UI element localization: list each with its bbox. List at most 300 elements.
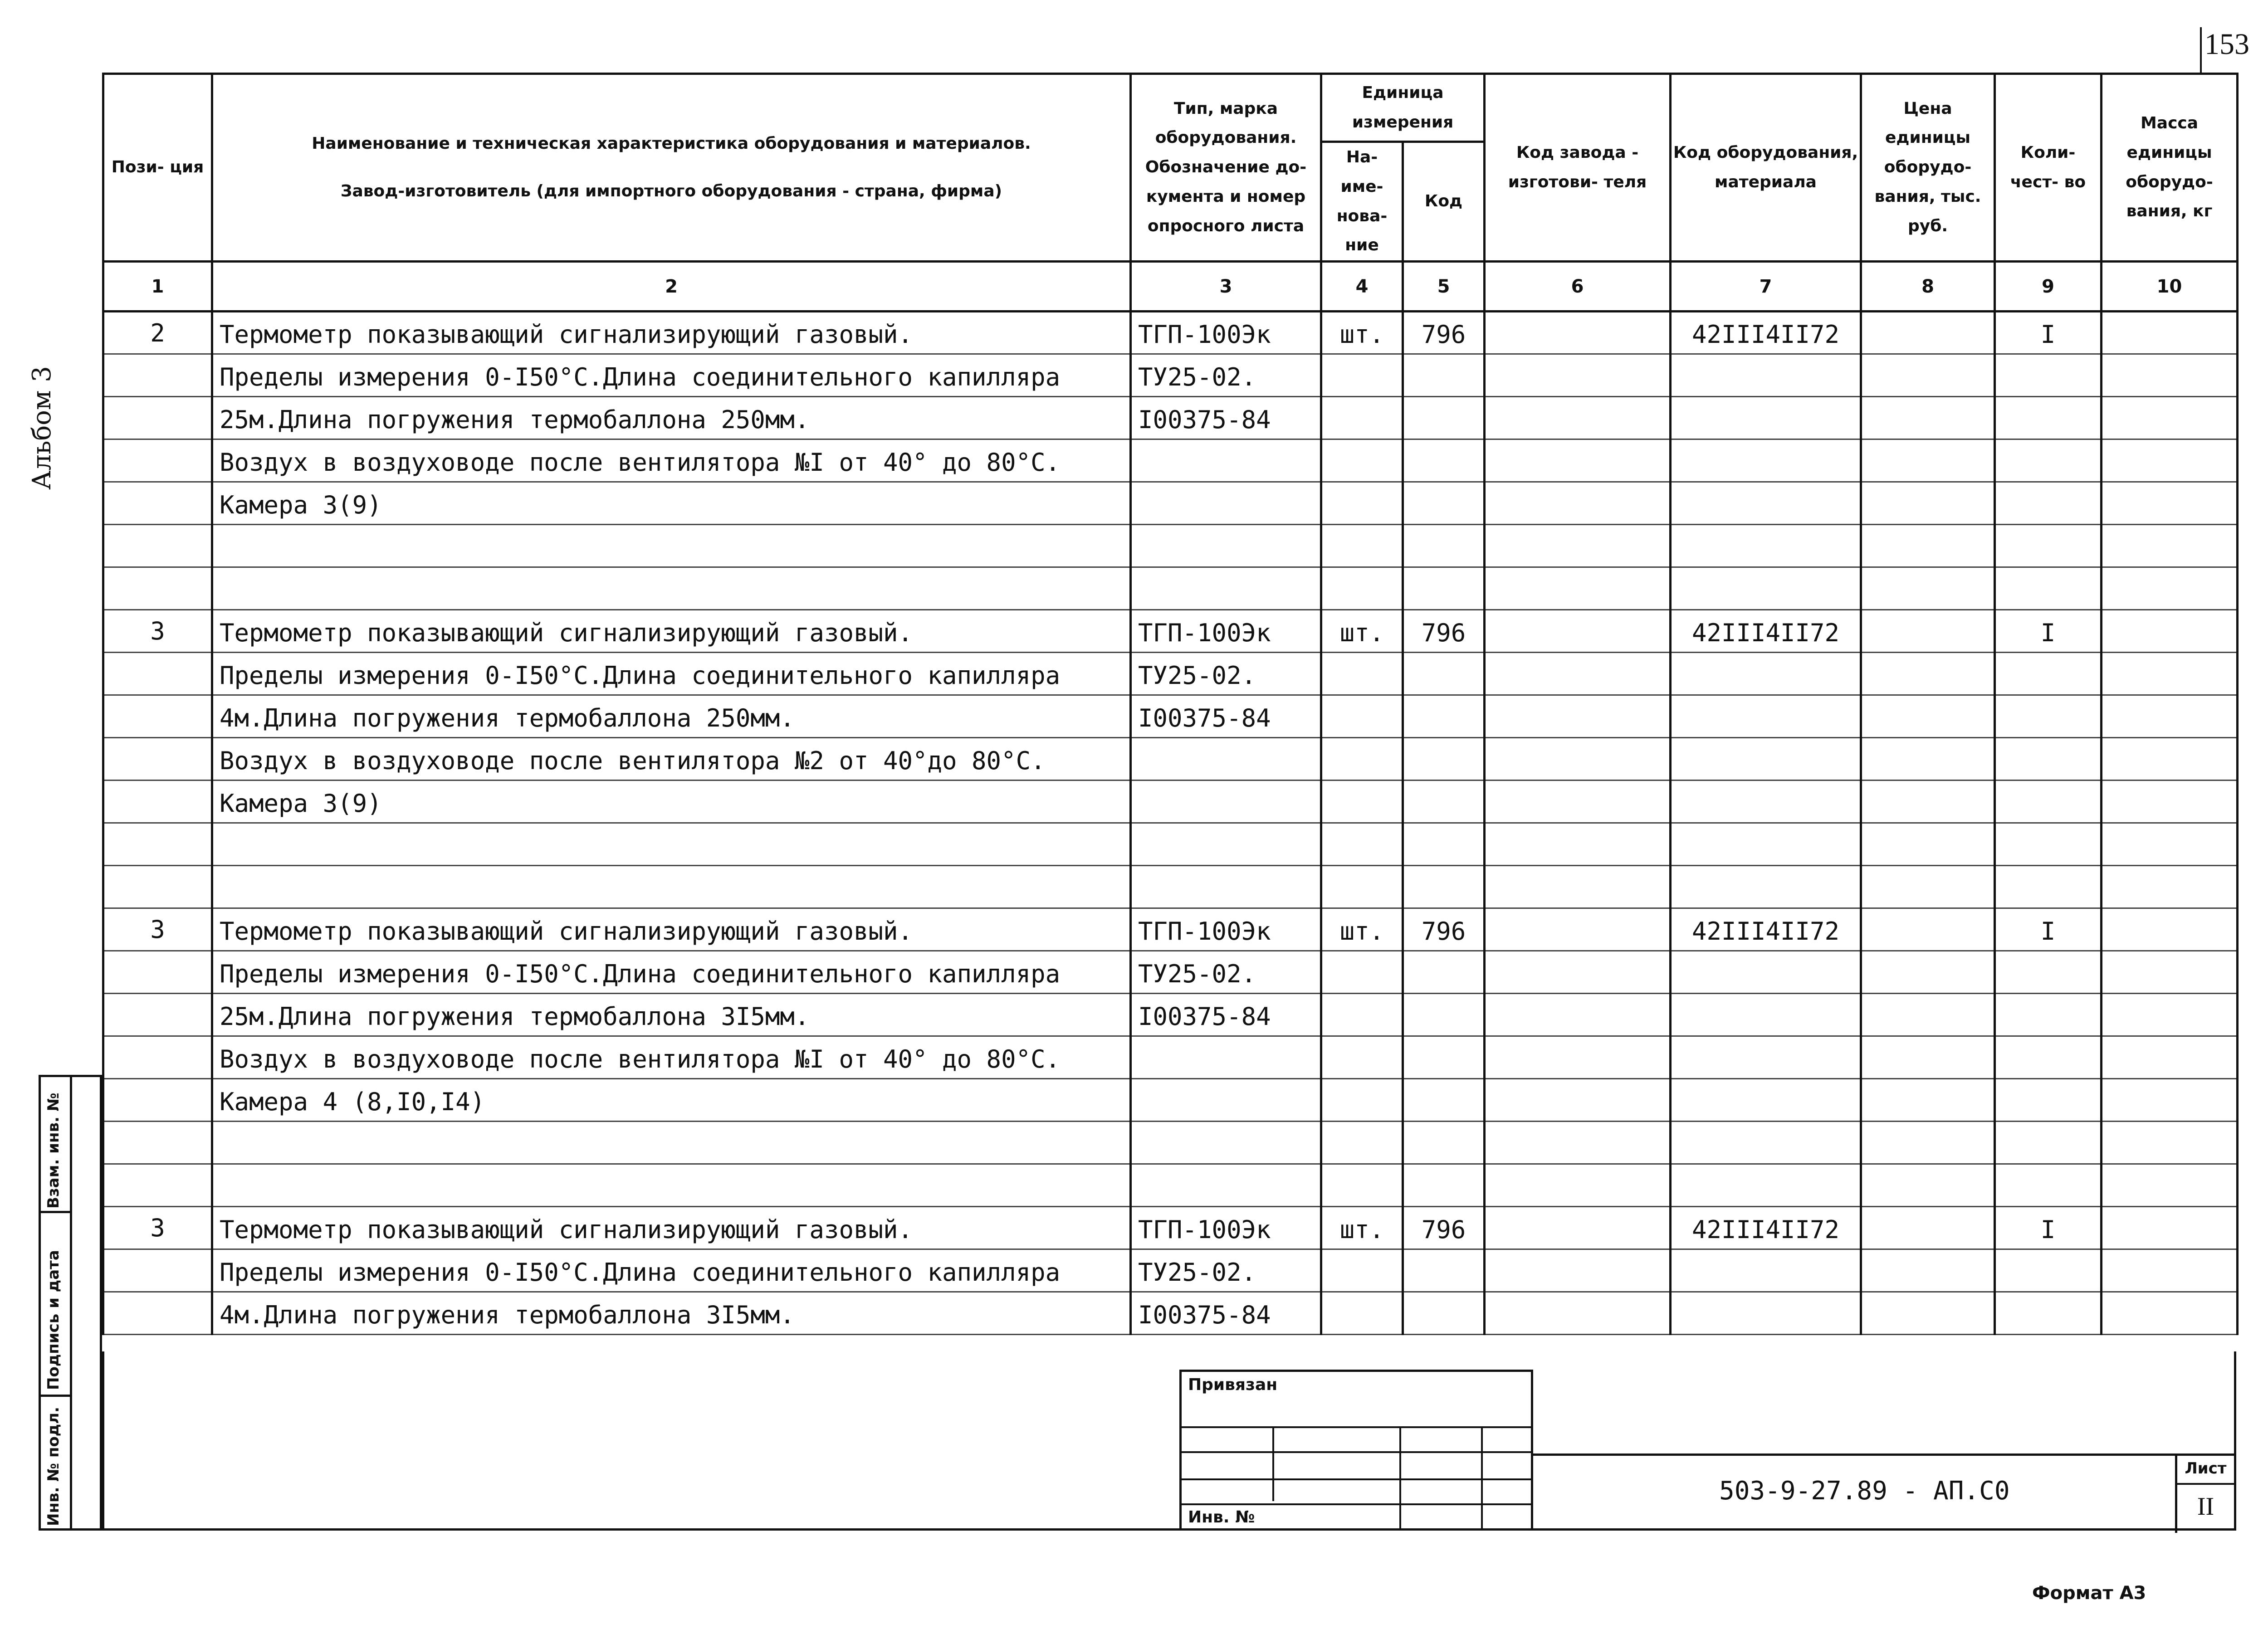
row-quantity: I xyxy=(1995,1207,2102,1249)
format-label: Формат А3 xyxy=(2032,1583,2146,1604)
row-type xyxy=(1131,439,1321,482)
row-position xyxy=(103,823,212,866)
row-quantity xyxy=(1995,1122,2102,1164)
table-row xyxy=(103,610,2238,653)
row-quantity: I xyxy=(1995,610,2102,653)
row-price xyxy=(1861,866,1995,908)
bound-block-line xyxy=(1182,1426,1531,1428)
table-row xyxy=(103,951,2238,994)
row-type: ТГП-100Эк xyxy=(1131,312,1321,354)
row-mass xyxy=(2102,1122,2238,1164)
row-price xyxy=(1861,1249,1995,1292)
row-unit xyxy=(1321,1079,1403,1122)
row-position: 3 xyxy=(103,908,212,951)
page-number-mark xyxy=(2200,27,2202,73)
header-name-line2: Завод-изготовитель (для импортного оборудования - страна, фирма) xyxy=(340,181,1002,200)
row-position xyxy=(103,1249,212,1292)
row-name xyxy=(212,525,1131,567)
row-factory-code xyxy=(1485,951,1671,994)
row-unit-code: 796 xyxy=(1403,312,1485,354)
table-row xyxy=(103,1036,2238,1079)
row-type: ТГП-100Эк xyxy=(1131,610,1321,653)
row-mass xyxy=(2102,1079,2238,1122)
row-equipment-code xyxy=(1671,397,1861,439)
row-unit-code xyxy=(1403,1292,1485,1335)
row-price xyxy=(1861,908,1995,951)
bound-block-divider xyxy=(1399,1426,1401,1528)
row-mass xyxy=(2102,610,2238,653)
row-position xyxy=(103,439,212,482)
row-type: ТГП-100Эк xyxy=(1131,908,1321,951)
row-type: I00375-84 xyxy=(1131,1292,1321,1335)
row-equipment-code xyxy=(1671,1036,1861,1079)
row-name: Воздух в воздуховоде после вентилятора №2 от 40°до 80°С. xyxy=(212,738,1131,780)
row-mass xyxy=(2102,908,2238,951)
header-name-line1: Наименование и техническая характеристика оборудования и материалов. xyxy=(312,134,1031,153)
header-unit-code: Код xyxy=(1403,142,1485,262)
row-type: I00375-84 xyxy=(1131,994,1321,1036)
row-type xyxy=(1131,738,1321,780)
row-equipment-code xyxy=(1671,567,1861,610)
row-name: Пределы измерения 0-I50°С.Длина соединительного капилляра xyxy=(212,951,1131,994)
row-mass xyxy=(2102,780,2238,823)
table-row xyxy=(103,823,2238,866)
row-unit-code xyxy=(1403,482,1485,525)
row-type: ТУ25-02. xyxy=(1131,354,1321,397)
row-mass xyxy=(2102,695,2238,738)
row-name: Термометр показывающий сигнализирующий газовый. xyxy=(212,312,1131,354)
col-number-6: 6 xyxy=(1485,262,1671,312)
row-type: ТУ25-02. xyxy=(1131,951,1321,994)
row-mass xyxy=(2102,1207,2238,1249)
row-name: Пределы измерения 0-I50°С.Длина соединительного капилляра xyxy=(212,653,1131,695)
row-name xyxy=(212,567,1131,610)
table-row xyxy=(103,653,2238,695)
row-quantity: I xyxy=(1995,312,2102,354)
row-unit xyxy=(1321,951,1403,994)
col-number-7: 7 xyxy=(1671,262,1861,312)
row-position xyxy=(103,1122,212,1164)
table-row xyxy=(103,354,2238,397)
table-row xyxy=(103,397,2238,439)
row-factory-code xyxy=(1485,482,1671,525)
row-factory-code xyxy=(1485,525,1671,567)
row-position xyxy=(103,1036,212,1079)
row-unit xyxy=(1321,1122,1403,1164)
row-type: ТУ25-02. xyxy=(1131,1249,1321,1292)
header-quantity: Коли- чест- во xyxy=(1995,74,2102,262)
row-price xyxy=(1861,1079,1995,1122)
row-equipment-code xyxy=(1671,1249,1861,1292)
row-position xyxy=(103,482,212,525)
row-name: Термометр показывающий сигнализирующий газовый. xyxy=(212,610,1131,653)
row-position xyxy=(103,780,212,823)
row-position xyxy=(103,1292,212,1335)
bound-block-divider xyxy=(1272,1426,1274,1501)
document-strip xyxy=(1533,1454,2236,1531)
row-equipment-code xyxy=(1671,823,1861,866)
col-number-5: 5 xyxy=(1403,262,1485,312)
row-factory-code xyxy=(1485,439,1671,482)
row-price xyxy=(1861,951,1995,994)
row-name: Камера 4 (8,I0,I4) xyxy=(212,1079,1131,1122)
row-price xyxy=(1861,1292,1995,1335)
row-factory-code xyxy=(1485,354,1671,397)
sheet-box xyxy=(2175,1456,2234,1533)
row-price xyxy=(1861,1036,1995,1079)
row-equipment-code xyxy=(1671,951,1861,994)
row-unit-code xyxy=(1403,439,1485,482)
row-unit xyxy=(1321,397,1403,439)
row-price xyxy=(1861,780,1995,823)
table-row xyxy=(103,1292,2238,1335)
row-unit-code xyxy=(1403,780,1485,823)
row-mass xyxy=(2102,1249,2238,1292)
page-number: 153 xyxy=(2204,28,2249,61)
row-unit xyxy=(1321,354,1403,397)
row-factory-code xyxy=(1485,695,1671,738)
row-name: 25м.Длина погружения термобаллона 250мм. xyxy=(212,397,1131,439)
row-quantity xyxy=(1995,397,2102,439)
row-mass xyxy=(2102,1164,2238,1207)
row-quantity xyxy=(1995,482,2102,525)
row-name: Пределы измерения 0-I50°С.Длина соединительного капилляра xyxy=(212,1249,1131,1292)
row-unit xyxy=(1321,738,1403,780)
row-unit-code xyxy=(1403,1122,1485,1164)
specification-table xyxy=(102,73,2239,1335)
row-position: 2 xyxy=(103,312,212,354)
row-price xyxy=(1861,1122,1995,1164)
row-factory-code xyxy=(1485,1207,1671,1249)
row-price xyxy=(1861,994,1995,1036)
row-unit xyxy=(1321,567,1403,610)
row-factory-code xyxy=(1485,397,1671,439)
row-factory-code xyxy=(1485,1122,1671,1164)
row-mass xyxy=(2102,653,2238,695)
row-mass xyxy=(2102,525,2238,567)
row-type: ТГП-100Эк xyxy=(1131,1207,1321,1249)
row-type xyxy=(1131,525,1321,567)
row-unit xyxy=(1321,780,1403,823)
row-quantity xyxy=(1995,951,2102,994)
row-equipment-code xyxy=(1671,482,1861,525)
row-type xyxy=(1131,823,1321,866)
row-quantity xyxy=(1995,567,2102,610)
header-type: Тип, марка оборудования. Обозначение до- кумента и номер опросного листа xyxy=(1131,74,1321,262)
row-quantity xyxy=(1995,439,2102,482)
row-equipment-code xyxy=(1671,1079,1861,1122)
row-equipment-code xyxy=(1671,695,1861,738)
row-unit xyxy=(1321,994,1403,1036)
row-factory-code xyxy=(1485,312,1671,354)
row-equipment-code xyxy=(1671,653,1861,695)
row-type xyxy=(1131,1036,1321,1079)
row-unit xyxy=(1321,653,1403,695)
table-row xyxy=(103,738,2238,780)
header-equipment-code: Код оборудования, материала xyxy=(1671,74,1861,262)
row-unit-code xyxy=(1403,567,1485,610)
row-type: ТУ25-02. xyxy=(1131,653,1321,695)
row-name: 25м.Длина погружения термобаллона 3I5мм. xyxy=(212,994,1131,1036)
row-factory-code xyxy=(1485,738,1671,780)
row-unit-code xyxy=(1403,823,1485,866)
row-mass xyxy=(2102,312,2238,354)
col-number-2: 2 xyxy=(212,262,1131,312)
row-name: Воздух в воздуховоде после вентилятора №I от 40° до 80°С. xyxy=(212,439,1131,482)
header-price: Цена единицы оборудо- вания, тыс. руб. xyxy=(1861,74,1995,262)
row-quantity xyxy=(1995,780,2102,823)
row-quantity xyxy=(1995,738,2102,780)
table-row xyxy=(103,1122,2238,1164)
row-unit xyxy=(1321,1249,1403,1292)
bound-block xyxy=(1179,1370,1533,1531)
row-factory-code xyxy=(1485,823,1671,866)
row-equipment-code: 42III4II72 xyxy=(1671,1207,1861,1249)
row-factory-code xyxy=(1485,994,1671,1036)
replace-inv-label: Взам. инв. № xyxy=(44,1093,63,1209)
row-unit-code: 796 xyxy=(1403,1207,1485,1249)
header-mass: Масса единицы оборудо- вания, кг xyxy=(2102,74,2238,262)
header-unit: Единица измерения xyxy=(1321,74,1485,142)
row-mass xyxy=(2102,482,2238,525)
row-equipment-code: 42III4II72 xyxy=(1671,312,1861,354)
row-unit xyxy=(1321,439,1403,482)
row-quantity xyxy=(1995,1164,2102,1207)
table-row xyxy=(103,1207,2238,1249)
row-unit-code xyxy=(1403,1036,1485,1079)
row-unit-code: 796 xyxy=(1403,610,1485,653)
row-factory-code xyxy=(1485,866,1671,908)
row-factory-code xyxy=(1485,1079,1671,1122)
bound-block-divider xyxy=(1481,1426,1483,1528)
row-unit-code xyxy=(1403,1079,1485,1122)
row-name: Камера 3(9) xyxy=(212,780,1131,823)
row-unit-code xyxy=(1403,525,1485,567)
header-position: Пози- ция xyxy=(103,74,212,262)
table-row xyxy=(103,567,2238,610)
row-factory-code xyxy=(1485,1249,1671,1292)
row-type xyxy=(1131,866,1321,908)
row-unit-code xyxy=(1403,738,1485,780)
row-type xyxy=(1131,567,1321,610)
row-position xyxy=(103,653,212,695)
signature-date-label: Подпись и дата xyxy=(44,1250,63,1390)
row-unit: шт. xyxy=(1321,908,1403,951)
row-factory-code xyxy=(1485,908,1671,951)
row-unit-code: 796 xyxy=(1403,908,1485,951)
row-equipment-code xyxy=(1671,780,1861,823)
row-name: 4м.Длина погружения термобаллона 250мм. xyxy=(212,695,1131,738)
row-position xyxy=(103,994,212,1036)
row-unit: шт. xyxy=(1321,1207,1403,1249)
table-row xyxy=(103,994,2238,1036)
row-equipment-code xyxy=(1671,1292,1861,1335)
row-mass xyxy=(2102,738,2238,780)
row-unit xyxy=(1321,695,1403,738)
row-type xyxy=(1131,1079,1321,1122)
row-price xyxy=(1861,738,1995,780)
table-row xyxy=(103,908,2238,951)
bound-label: Привязан xyxy=(1188,1375,1278,1394)
row-price xyxy=(1861,1207,1995,1249)
row-name xyxy=(212,1164,1131,1207)
row-mass xyxy=(2102,567,2238,610)
row-equipment-code xyxy=(1671,738,1861,780)
row-unit xyxy=(1321,1036,1403,1079)
row-unit xyxy=(1321,866,1403,908)
row-unit-code xyxy=(1403,1164,1485,1207)
row-position: 3 xyxy=(103,610,212,653)
row-unit-code xyxy=(1403,994,1485,1036)
row-position xyxy=(103,525,212,567)
row-quantity xyxy=(1995,1036,2102,1079)
row-unit-code xyxy=(1403,951,1485,994)
header-unit-name: На- име- нова- ние xyxy=(1321,142,1403,262)
row-position xyxy=(103,567,212,610)
row-name: Камера 3(9) xyxy=(212,482,1131,525)
table-row xyxy=(103,1079,2238,1122)
row-quantity xyxy=(1995,1079,2102,1122)
table-row xyxy=(103,312,2238,354)
row-equipment-code xyxy=(1671,1122,1861,1164)
row-price xyxy=(1861,695,1995,738)
row-name: 4м.Длина погружения термобаллона 3I5мм. xyxy=(212,1292,1131,1335)
row-equipment-code xyxy=(1671,994,1861,1036)
col-number-4: 4 xyxy=(1321,262,1403,312)
row-price xyxy=(1861,567,1995,610)
row-name: Пределы измерения 0-I50°С.Длина соединительного капилляра xyxy=(212,354,1131,397)
row-mass xyxy=(2102,1036,2238,1079)
row-name: Воздух в воздуховоде после вентилятора №I от 40° до 80°С. xyxy=(212,1036,1131,1079)
row-factory-code xyxy=(1485,1164,1671,1207)
row-position xyxy=(103,738,212,780)
row-type: I00375-84 xyxy=(1131,695,1321,738)
row-unit: шт. xyxy=(1321,610,1403,653)
row-equipment-code xyxy=(1671,1164,1861,1207)
row-equipment-code xyxy=(1671,439,1861,482)
row-price xyxy=(1861,482,1995,525)
bound-block-line xyxy=(1182,1478,1531,1480)
row-unit xyxy=(1321,1292,1403,1335)
row-equipment-code xyxy=(1671,354,1861,397)
row-unit xyxy=(1321,1164,1403,1207)
row-equipment-code: 42III4II72 xyxy=(1671,908,1861,951)
row-price xyxy=(1861,653,1995,695)
sheet-separator xyxy=(2177,1483,2234,1485)
row-equipment-code xyxy=(1671,525,1861,567)
row-position xyxy=(103,354,212,397)
table-row xyxy=(103,695,2238,738)
row-quantity xyxy=(1995,525,2102,567)
row-type xyxy=(1131,482,1321,525)
row-name: Термометр показывающий сигнализирующий газовый. xyxy=(212,1207,1131,1249)
row-position xyxy=(103,397,212,439)
row-equipment-code xyxy=(1671,866,1861,908)
row-price xyxy=(1861,1164,1995,1207)
row-mass xyxy=(2102,1292,2238,1335)
col-number-3: 3 xyxy=(1131,262,1321,312)
row-price xyxy=(1861,525,1995,567)
row-name: Термометр показывающий сигнализирующий газовый. xyxy=(212,908,1131,951)
sheet-label: Лист xyxy=(2185,1459,2227,1478)
row-unit-code xyxy=(1403,866,1485,908)
row-mass xyxy=(2102,951,2238,994)
row-equipment-code: 42III4II72 xyxy=(1671,610,1861,653)
row-unit-code xyxy=(1403,695,1485,738)
document-code: 503-9-27.89 - АП.С0 xyxy=(1719,1476,2010,1506)
row-type xyxy=(1131,780,1321,823)
row-quantity xyxy=(1995,823,2102,866)
row-unit-code xyxy=(1403,653,1485,695)
row-unit-code xyxy=(1403,397,1485,439)
row-quantity xyxy=(1995,994,2102,1036)
row-price xyxy=(1861,354,1995,397)
row-factory-code xyxy=(1485,780,1671,823)
table-row xyxy=(103,1164,2238,1207)
row-quantity xyxy=(1995,1249,2102,1292)
row-factory-code xyxy=(1485,1036,1671,1079)
table-row xyxy=(103,482,2238,525)
table-row xyxy=(103,780,2238,823)
row-mass xyxy=(2102,439,2238,482)
inv-no-label: Инв. № xyxy=(1188,1508,1255,1527)
row-factory-code xyxy=(1485,653,1671,695)
row-unit-code xyxy=(1403,354,1485,397)
row-factory-code xyxy=(1485,567,1671,610)
table-row xyxy=(103,439,2238,482)
row-position xyxy=(103,695,212,738)
bound-block-line xyxy=(1182,1503,1531,1505)
row-unit xyxy=(1321,525,1403,567)
row-price xyxy=(1861,439,1995,482)
row-unit xyxy=(1321,482,1403,525)
row-mass xyxy=(2102,994,2238,1036)
row-price xyxy=(1861,397,1995,439)
row-unit xyxy=(1321,823,1403,866)
bound-block-line xyxy=(1182,1451,1531,1453)
row-price xyxy=(1861,610,1995,653)
col-number-8: 8 xyxy=(1861,262,1995,312)
row-name xyxy=(212,866,1131,908)
table-body xyxy=(103,312,2238,1335)
row-mass xyxy=(2102,354,2238,397)
table-row xyxy=(103,866,2238,908)
album-label: Альбом 3 xyxy=(27,366,57,490)
side-stamp xyxy=(39,1075,102,1531)
row-quantity xyxy=(1995,653,2102,695)
table-row xyxy=(103,1249,2238,1292)
sheet-number: II xyxy=(2197,1493,2214,1521)
row-mass xyxy=(2102,823,2238,866)
side-stamp-divider xyxy=(70,1077,72,1528)
row-unit-code xyxy=(1403,1249,1485,1292)
col-number-9: 9 xyxy=(1995,262,2102,312)
header-factory-code: Код завода - изготови- теля xyxy=(1485,74,1671,262)
row-type xyxy=(1131,1122,1321,1164)
row-quantity: I xyxy=(1995,908,2102,951)
col-number-1: 1 xyxy=(103,262,212,312)
row-price xyxy=(1861,312,1995,354)
row-name xyxy=(212,823,1131,866)
row-factory-code xyxy=(1485,1292,1671,1335)
row-type xyxy=(1131,1164,1321,1207)
row-quantity xyxy=(1995,354,2102,397)
row-position xyxy=(103,866,212,908)
row-quantity xyxy=(1995,695,2102,738)
row-quantity xyxy=(1995,866,2102,908)
row-factory-code xyxy=(1485,610,1671,653)
row-type: I00375-84 xyxy=(1131,397,1321,439)
